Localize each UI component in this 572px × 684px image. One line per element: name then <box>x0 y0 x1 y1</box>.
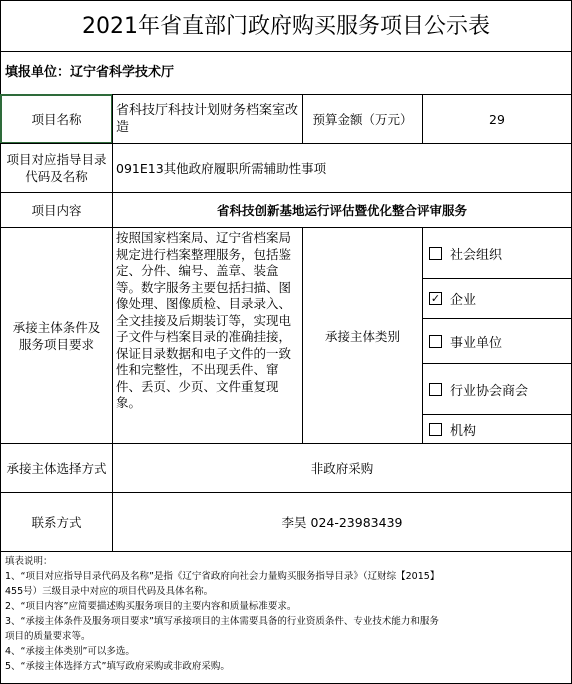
option-label: 社会组织 <box>450 247 503 263</box>
catalog-value: 091E13其他政府履职所需辅助性事项 <box>112 143 572 193</box>
category-label: 承接主体类别 <box>302 227 423 444</box>
requirements-label: 承接主体条件及服务项目要求 <box>0 227 113 444</box>
category-option-industry-assoc[interactable] <box>422 363 572 415</box>
catalog-label: 项目对应指导目录代码及名称 <box>0 143 113 193</box>
page-title: 2021年省直部门政府购买服务项目公示表 <box>0 0 572 52</box>
notes-heading: 填表说明： <box>5 556 53 567</box>
option-label: 行业协会商会 <box>450 383 529 399</box>
contact-label: 联系方式 <box>0 492 113 552</box>
requirements-value: 按照国家档案局、辽宁省档案局规定进行档案整理服务，包括鉴定、分件、编号、盖章、装盒等。数字服务主要包括扫描、图像处理、图像质检、目录录入、全文挂接及后期装订等，实现电子文件与档案目录的准确挂接，保证目录数据和电子文件的一致性和完整性，不出现丢件、窜件、丢页、少页、文件重复现象。 <box>112 227 303 444</box>
selection-label: 承接主体选择方式 <box>0 443 113 493</box>
contact-value: 李昊 024-23983439 <box>112 492 572 552</box>
checkbox-checked-icon[interactable]: ✓ <box>430 292 441 305</box>
notes-section <box>0 552 572 684</box>
option-label: 机构 <box>450 423 477 439</box>
note-line: 3、“承接主体条件及服务项目要求”填写承接项目的主体需要具备的行业资质条件、专业技术能力和服务 <box>5 616 439 627</box>
note-line: 455号）三级目录中对应的项目代码及具体名称。 <box>5 586 214 597</box>
note-line: 4、“承接主体类别”可以多选。 <box>5 646 135 657</box>
note-line: 2、“项目内容”应简要描述购买服务项目的主要内容和质量标准要求。 <box>5 601 297 612</box>
category-option-public-institution[interactable] <box>422 318 572 364</box>
content-value: 省科技创新基地运行评估暨优化整合评审服务 <box>112 192 572 228</box>
checkbox-icon[interactable] <box>429 423 442 436</box>
content-label: 项目内容 <box>0 192 113 228</box>
note-line: 5、“承接主体选择方式”填写政府采购或非政府采购。 <box>5 661 230 672</box>
checkbox-icon[interactable] <box>429 383 442 396</box>
budget-label: 预算金额（万元） <box>302 94 423 144</box>
project-name-label[interactable]: 项目名称 <box>0 94 113 144</box>
checkbox-icon[interactable] <box>429 335 442 348</box>
selection-value: 非政府采购 <box>112 443 572 493</box>
option-label: 事业单位 <box>450 335 503 351</box>
category-option-agency[interactable] <box>422 414 572 444</box>
project-name-value: 省科技厅科技计划财务档案室改造 <box>112 94 303 144</box>
reporting-unit: 填报单位：辽宁省科学技术厅 <box>0 52 572 94</box>
checkbox-icon[interactable] <box>429 247 442 260</box>
category-option-enterprise[interactable] <box>422 278 572 319</box>
note-line: 1、“项目对应指导目录代码及名称”是指《辽宁省政府向社会力量购买服务指导目录》（辽财综【2015】 <box>5 571 440 582</box>
budget-value: 29 <box>422 94 572 144</box>
category-option-social-org[interactable] <box>422 227 572 279</box>
note-line: 项目的质量要求等。 <box>5 631 91 642</box>
option-label: 企业 <box>450 293 477 308</box>
